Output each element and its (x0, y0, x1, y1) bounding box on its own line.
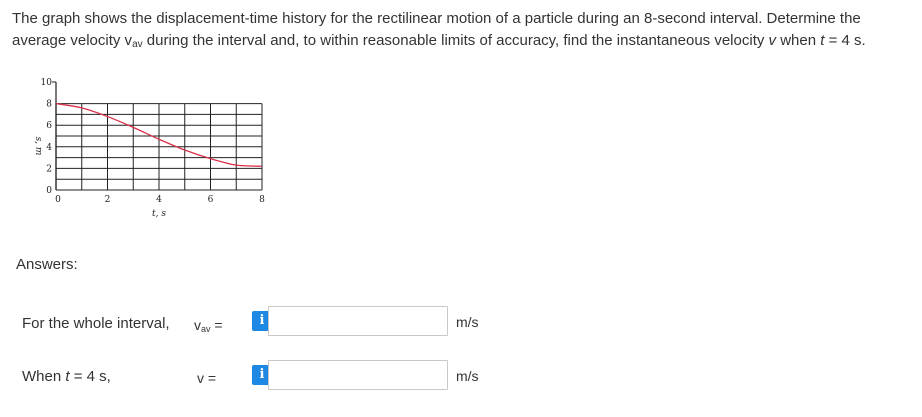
question-line-2-b: during the interval and, to within reasonable limits of accuracy, find the instantaneous velocity (142, 32, 769, 49)
row2-label-a: When (22, 368, 66, 385)
v-var: v (197, 370, 204, 386)
y-tick-label: 8 (46, 99, 52, 110)
y-tick-label: 2 (46, 164, 52, 175)
row2-label-b: = 4 s, (69, 368, 111, 385)
displacement-time-graph (0, 72, 280, 252)
y-tick-label: 4 (46, 142, 52, 153)
info-icon-v[interactable]: i (252, 365, 272, 385)
y-tick-label: 0 (46, 186, 52, 196)
v-unit: m/s (456, 368, 479, 384)
row-label-when-t4 (22, 368, 111, 385)
row2-label-t: t (65, 368, 70, 385)
x-tick-label: 2 (104, 195, 111, 205)
y-tick-label: 6 (46, 121, 52, 132)
v-input[interactable] (268, 360, 448, 390)
question-line-1: The graph shows the displacement-time history for the rectilinear motion of a particle during an 8-second interval. Determine the (12, 10, 861, 27)
x-tick-label: 0 (55, 195, 61, 205)
answers-heading: Answers: (16, 256, 78, 273)
vav-eq: = (210, 317, 223, 333)
question-text (12, 8, 917, 56)
question-line-2-v: v (768, 32, 777, 49)
info-icon-vav[interactable]: i (252, 311, 272, 331)
question-line-2 (12, 30, 917, 56)
v-eq: = (204, 370, 217, 386)
vav-var: v (194, 317, 201, 333)
question-line-2-a: average velocity v (12, 32, 133, 49)
x-tick-label: 8 (259, 195, 265, 205)
question-line-2-d: = 4 s. (824, 32, 866, 49)
v-label (197, 370, 216, 386)
x-tick-label: 6 (207, 195, 214, 205)
vav-input[interactable] (268, 306, 448, 336)
y-tick-label: 10 (40, 78, 52, 88)
x-tick-label: 4 (156, 195, 162, 205)
vav-label (194, 317, 223, 334)
x-axis-label: t, s (152, 209, 166, 219)
question-line-2-t: t (820, 32, 825, 49)
question-line-2-sub: av (132, 39, 143, 50)
vav-sub: av (201, 324, 211, 334)
row-label-whole-interval: For the whole interval, (22, 315, 170, 332)
question-line-2-c: when (776, 32, 821, 49)
vav-unit: m/s (456, 314, 479, 330)
y-axis-label: s, m (33, 136, 43, 156)
